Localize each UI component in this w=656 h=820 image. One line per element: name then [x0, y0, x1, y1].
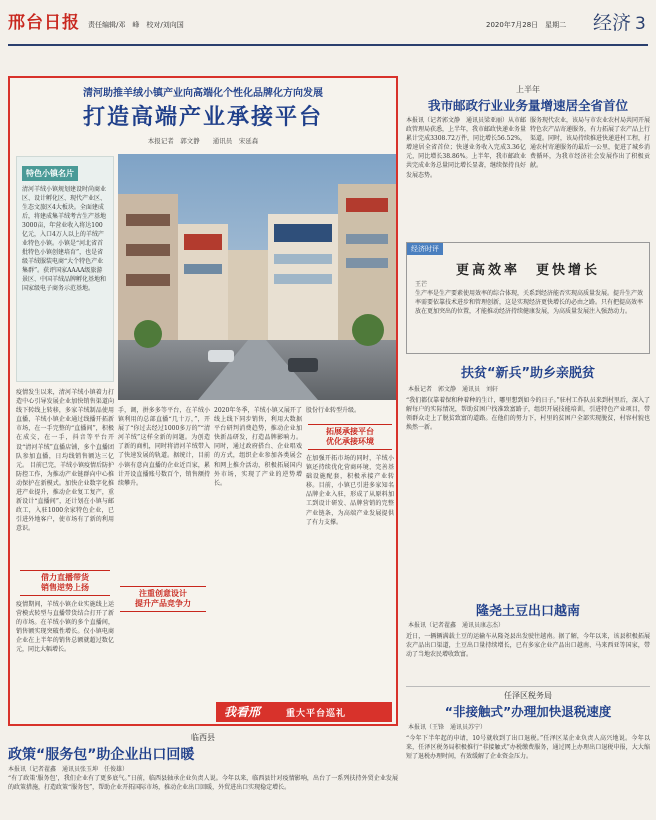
feature-banner	[216, 702, 392, 722]
subhead-design-line1: 注重创意设计	[139, 589, 187, 598]
street-photo-illustration	[118, 154, 396, 400]
town-profile-sidebox	[16, 156, 114, 382]
linxi-text: “有了政策‘服务包’，我们企业有了更多底气。”日前，临西县轴承企业负责人说。今年以来，临西县针对疫情影响，出台了一系列扶持外贸企业发展的政策措施，打造政策“服务包”，帮助企业开拓国际市场，推动企业出口回暖，外贸进出口实现稳定增长。	[8, 775, 398, 792]
subhead-livestream	[20, 570, 110, 596]
feature-column-1b: 疫情期间，羊绒小镇企业实施线上运营模式转型与直播带货结合打开了新的市场。在羊绒小镇的多个直播间，销售额实现突破性增长。仅小镇电商企业在上半年的销售总额就超过数亿元，同比大幅增长。	[16, 601, 114, 654]
section-name: 经济	[593, 12, 632, 34]
commentary-tab: 经济时评	[407, 243, 443, 255]
feature-headline: 打造高端产业承接平台	[82, 105, 323, 130]
tax-headline: “非接触式”办理加快退税速度	[444, 704, 612, 719]
section-label	[593, 8, 646, 35]
masthead	[8, 6, 648, 46]
feature-column-3: 2020年冬季，羊绒小镇又展开了线上线下同步销售，利用大数据平台研判消费趋势，推动企业加快新品研发，打造品牌影响力。同时，通过政府搭台、企业唱戏的方式，组织企业参加各类展会和网上推介活动，积极拓展国内外市场，实现了产业的逆势增长。	[214, 407, 302, 487]
subhead-platform-line2: 优化承接环境	[326, 437, 374, 446]
feature-kicker: 清河助推羊绒小镇产业向高端化个性化品牌化方向发展	[83, 88, 323, 99]
linxi-kicker: 临西县	[191, 733, 215, 742]
commentary-text: 生产率是生产要素使用效率的综合体现，关系到经济能否实现高质量发展。提升生产效率需要依靠技术进步和管理创新，这是实现经济更快增长的必由之路。只有把提高效率放在更加突出的位置，才能推动经济持续健康发展，为高质量发展注入强劲动力。	[415, 290, 643, 316]
town-street-photo	[118, 154, 396, 400]
poverty-byline: 本报记者 郭文静 通讯员 刘轩	[408, 386, 499, 393]
issue-date: 2020年7月28日 星期二	[486, 21, 567, 29]
linxi-headline: 政策“服务包”助企业出口回暖	[8, 747, 195, 763]
subhead-design	[120, 586, 206, 612]
page-number: 3	[635, 14, 646, 34]
tax-kicker: 任泽区税务局	[504, 691, 552, 700]
feature-column-4b: 在加强开拓市场的同时，羊绒小镇还持续优化营商环境，完善基础设施配套，积极承接产业转移。目前，小镇已引进多家知名品牌企业入驻，形成了从原料加工到设计研发、品牌营销的完整产业链条，为高端产业发展提供了有力支撑。	[306, 455, 394, 526]
newspaper-logo: 邢台日报	[8, 13, 80, 33]
feature-column-1: 疫情发生以来，清河羊绒小镇着力打造中心引导发展企业加快销售渠道向线下转线上转移，多家羊绒制品使用直播，羊绒小镇企业通过线播开拓新市场，在一手完整的“直播间”，积极在成交，在一手，抖音等平台开设“清河羊绒”直播店铺，多个直播团队参加直播，日均线销售额达三亿元。 目前已完，羊绒小镇疫情后防护防控工作，为推动产业链群向中心推动保护在新模式。加快企业数字化推进产业提升，推动企业复工复产，重新设计“直播间”，还计划在小镇与邮政工，入驻1000余家特色企业，已引进外地客户，使市场有了新的利用意识。	[16, 389, 114, 533]
commentary-author: 王芒	[415, 281, 428, 288]
subhead-livestream-line1: 借力直播带货	[41, 573, 89, 582]
postal-text-col1: 本报讯（记者郭文静 通讯员梁亚丽）从市邮政管理局获悉，上半年，我市邮政快递业务量累计完成3308.72万件，同比增长56.52%，增速居全省首位；快递业务收入完成3.36亿元，同比增长38.86%。上半年，我市邮政业共完成业务总量同比增长显著，继续保持良好发展态势。	[406, 117, 526, 179]
potato-headline: 隆尧土豆出口越南	[475, 604, 580, 619]
section-divider	[406, 686, 650, 687]
subhead-design-line2: 提升产品竞争力	[135, 599, 191, 608]
sidebox-text: 清河羊绒小镇规划建设时尚商业区、设计孵化区、现代产业区、生态文旅区4大板块。全面建成后，将建成集羊绒考古生产基地3000亩，年营业收入将达100亿元，入口4万人以上的羊绒产业特色小镇。小镇是“河北省首批特色小镇创建培育”，也是省级羊绒服装电商“大个特色产业集群”。获评国家AAAA级旅游景区、中国羊绒品牌孵化基地和国家级电子商务示范基地。	[22, 186, 107, 292]
subhead-platform-line1: 拓展承接平台	[326, 427, 374, 436]
subhead-livestream-line2: 销售逆势上扬	[41, 583, 89, 592]
subhead-platform	[308, 424, 392, 450]
poverty-headline: 扶贫“新兵”助乡亲脱贫	[460, 366, 596, 381]
banner-logo-text: 我看邢	[224, 705, 261, 719]
postal-text-col2: 服务现代农业，该局与市农业农村局共同开展特色农产品寄递服务，有力拓展了农产品上行渠道。同时，该局持续推进快递进村工程，打通农村寄递服务的最后一公里，促进了城乡消费循环，为我市经济社会发展作出了积极贡献。	[530, 117, 650, 170]
poverty-text: “我们都仅靠着保和种着种的生计，哪里想到如今的日子。”驻村工作队员来到村里后，深入了解每户的实际情况，帮助贫困户找准致富路子，组织开展技能培训，引进特色产业项目，带领群众走上了脱贫致富的道路。在他们的努力下，村里的贫困户全部实现脱贫，村容村貌也焕然一新。	[406, 397, 650, 432]
banner-series-title: 重大平台巡礼	[286, 709, 347, 719]
feature-article	[8, 76, 398, 726]
tax-byline: 本报讯（王锋 通讯员苏宁）	[408, 724, 487, 731]
postal-kicker: 上半年	[516, 85, 540, 94]
postal-headline: 我市邮政行业业务量增速居全省首位	[427, 98, 628, 113]
potato-text: 近日，一辆辆满载土豆的运输车从隆尧县出发驶往越南。据了解，今年以来，该县积极拓展农产品出口渠道，土豆出口量持续增长，已有多家企业产品出口越南、马来西亚等国家，带动了当地农民增收致富。	[406, 633, 650, 659]
editor-credits: 责任编辑/邓 峰 校对/刘向国	[88, 21, 184, 29]
feature-byline: 本报记者 郭文静 通讯员 宋延森	[147, 137, 259, 145]
feature-column-2: 手，调，拼多多等平台，在羊绒小镇利用的总部直播“几十万，”，开展了“你过去经过1000多万的”“清河羊绒”这样全新的问题。为创造了新的商机，同时将清河羊绒带入了快速发展的轨道。据统计，目前小镇有意向直播的企业近百家，累计开设直播账号数百个，销售额持续攀升。	[118, 407, 210, 487]
potato-byline: 本报讯（记者翟鑫 通讯员康志杰）	[408, 622, 505, 629]
commentary-headline: 更高效率 更快增长	[455, 263, 600, 278]
linxi-byline: 本报讯（记者翟鑫 通讯员张玉坤 任俊雄）	[8, 766, 129, 773]
economic-commentary-box	[406, 242, 650, 354]
tax-text: “今年下半年起的申请，10号就收到了出口退税。”任泽区某企业负责人高兴地说。今年以来，任泽区税务局积极推行“非接触式”办税缴费服务，通过网上办理出口退税申报，大大缩短了退税办理时间，有效缓解了企业资金压力。	[406, 735, 650, 761]
feature-column-4: 股份行业转型升级。	[306, 407, 361, 414]
sidebox-heading: 特色小镇名片	[22, 166, 78, 181]
